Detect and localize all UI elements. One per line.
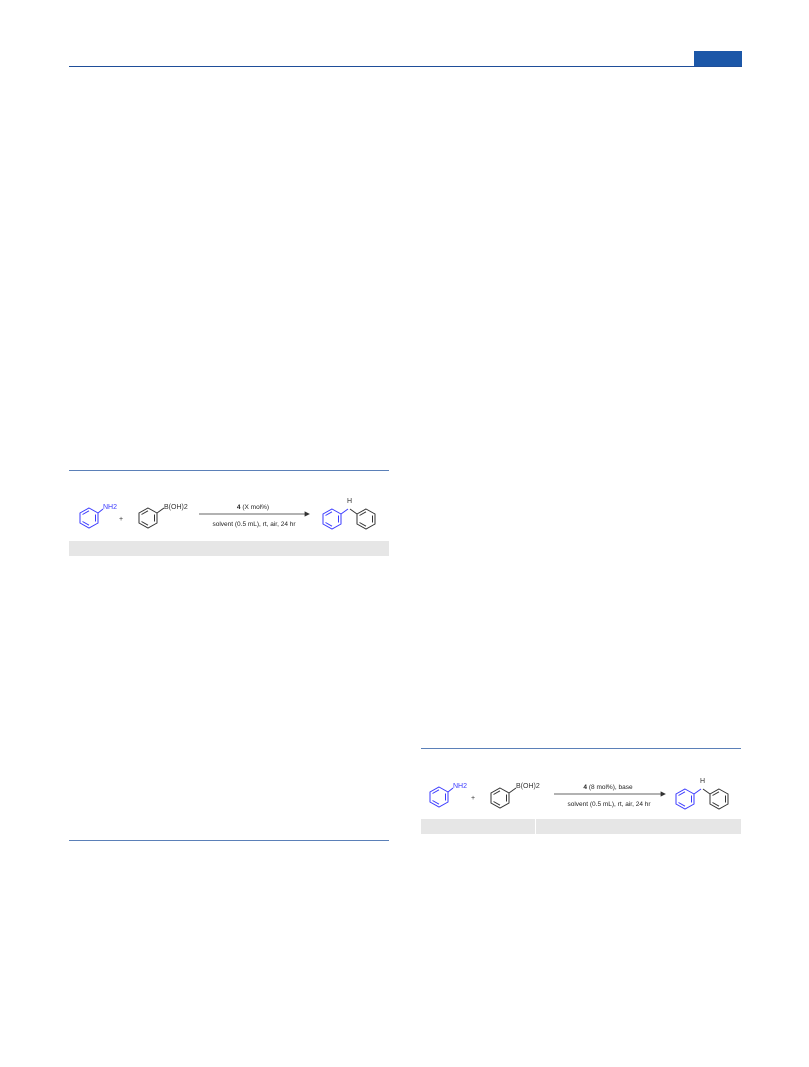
- phenylboronic-acid-structure: [491, 788, 516, 808]
- reaction-arrow: [199, 512, 309, 516]
- table-2-top-rule: [421, 748, 741, 749]
- aniline-nh2-label: NH2: [103, 504, 118, 511]
- conditions-text: solvent (0.5 mL), rt, air, 24 hr: [567, 801, 651, 808]
- catalyst-number: 4: [583, 784, 588, 791]
- reaction-arrow: [554, 792, 665, 796]
- journal-header-tab: [694, 51, 742, 66]
- reagent-text: [237, 504, 269, 511]
- conditions-text: solvent (0.5 mL), rt, air, 24 hr: [212, 521, 296, 528]
- product-nh-label: H: [347, 498, 353, 505]
- table-1-top-rule: [69, 470, 389, 471]
- plus-sign: +: [119, 516, 124, 523]
- catalyst-number: 4: [236, 504, 241, 511]
- product-nh-label: H: [700, 778, 706, 785]
- boronic-acid-label: B(OH)2: [516, 783, 540, 790]
- table-2-column-divider: [535, 819, 536, 834]
- diphenylamine-structure: [323, 509, 375, 529]
- aniline-structure: [430, 787, 453, 807]
- reaction-scheme-1: [69, 496, 389, 536]
- plus-sign: +: [471, 795, 476, 802]
- phenylboronic-acid-structure: [139, 508, 164, 528]
- reagent-text: [583, 784, 633, 791]
- aniline-structure: [80, 508, 103, 528]
- table-2-header-band: [421, 819, 741, 834]
- catalyst-loading: (8 mol%), base: [587, 784, 633, 791]
- table-1-bottom-rule: [69, 840, 389, 841]
- boronic-acid-label: B(OH)2: [164, 504, 188, 511]
- reaction-scheme-2: [421, 774, 741, 814]
- catalyst-loading: (X mol%): [240, 504, 270, 511]
- table-1-header-band: [69, 541, 389, 556]
- header-rule: [69, 66, 742, 67]
- diphenylamine-structure: [676, 789, 728, 809]
- aniline-nh2-label: NH2: [453, 783, 468, 790]
